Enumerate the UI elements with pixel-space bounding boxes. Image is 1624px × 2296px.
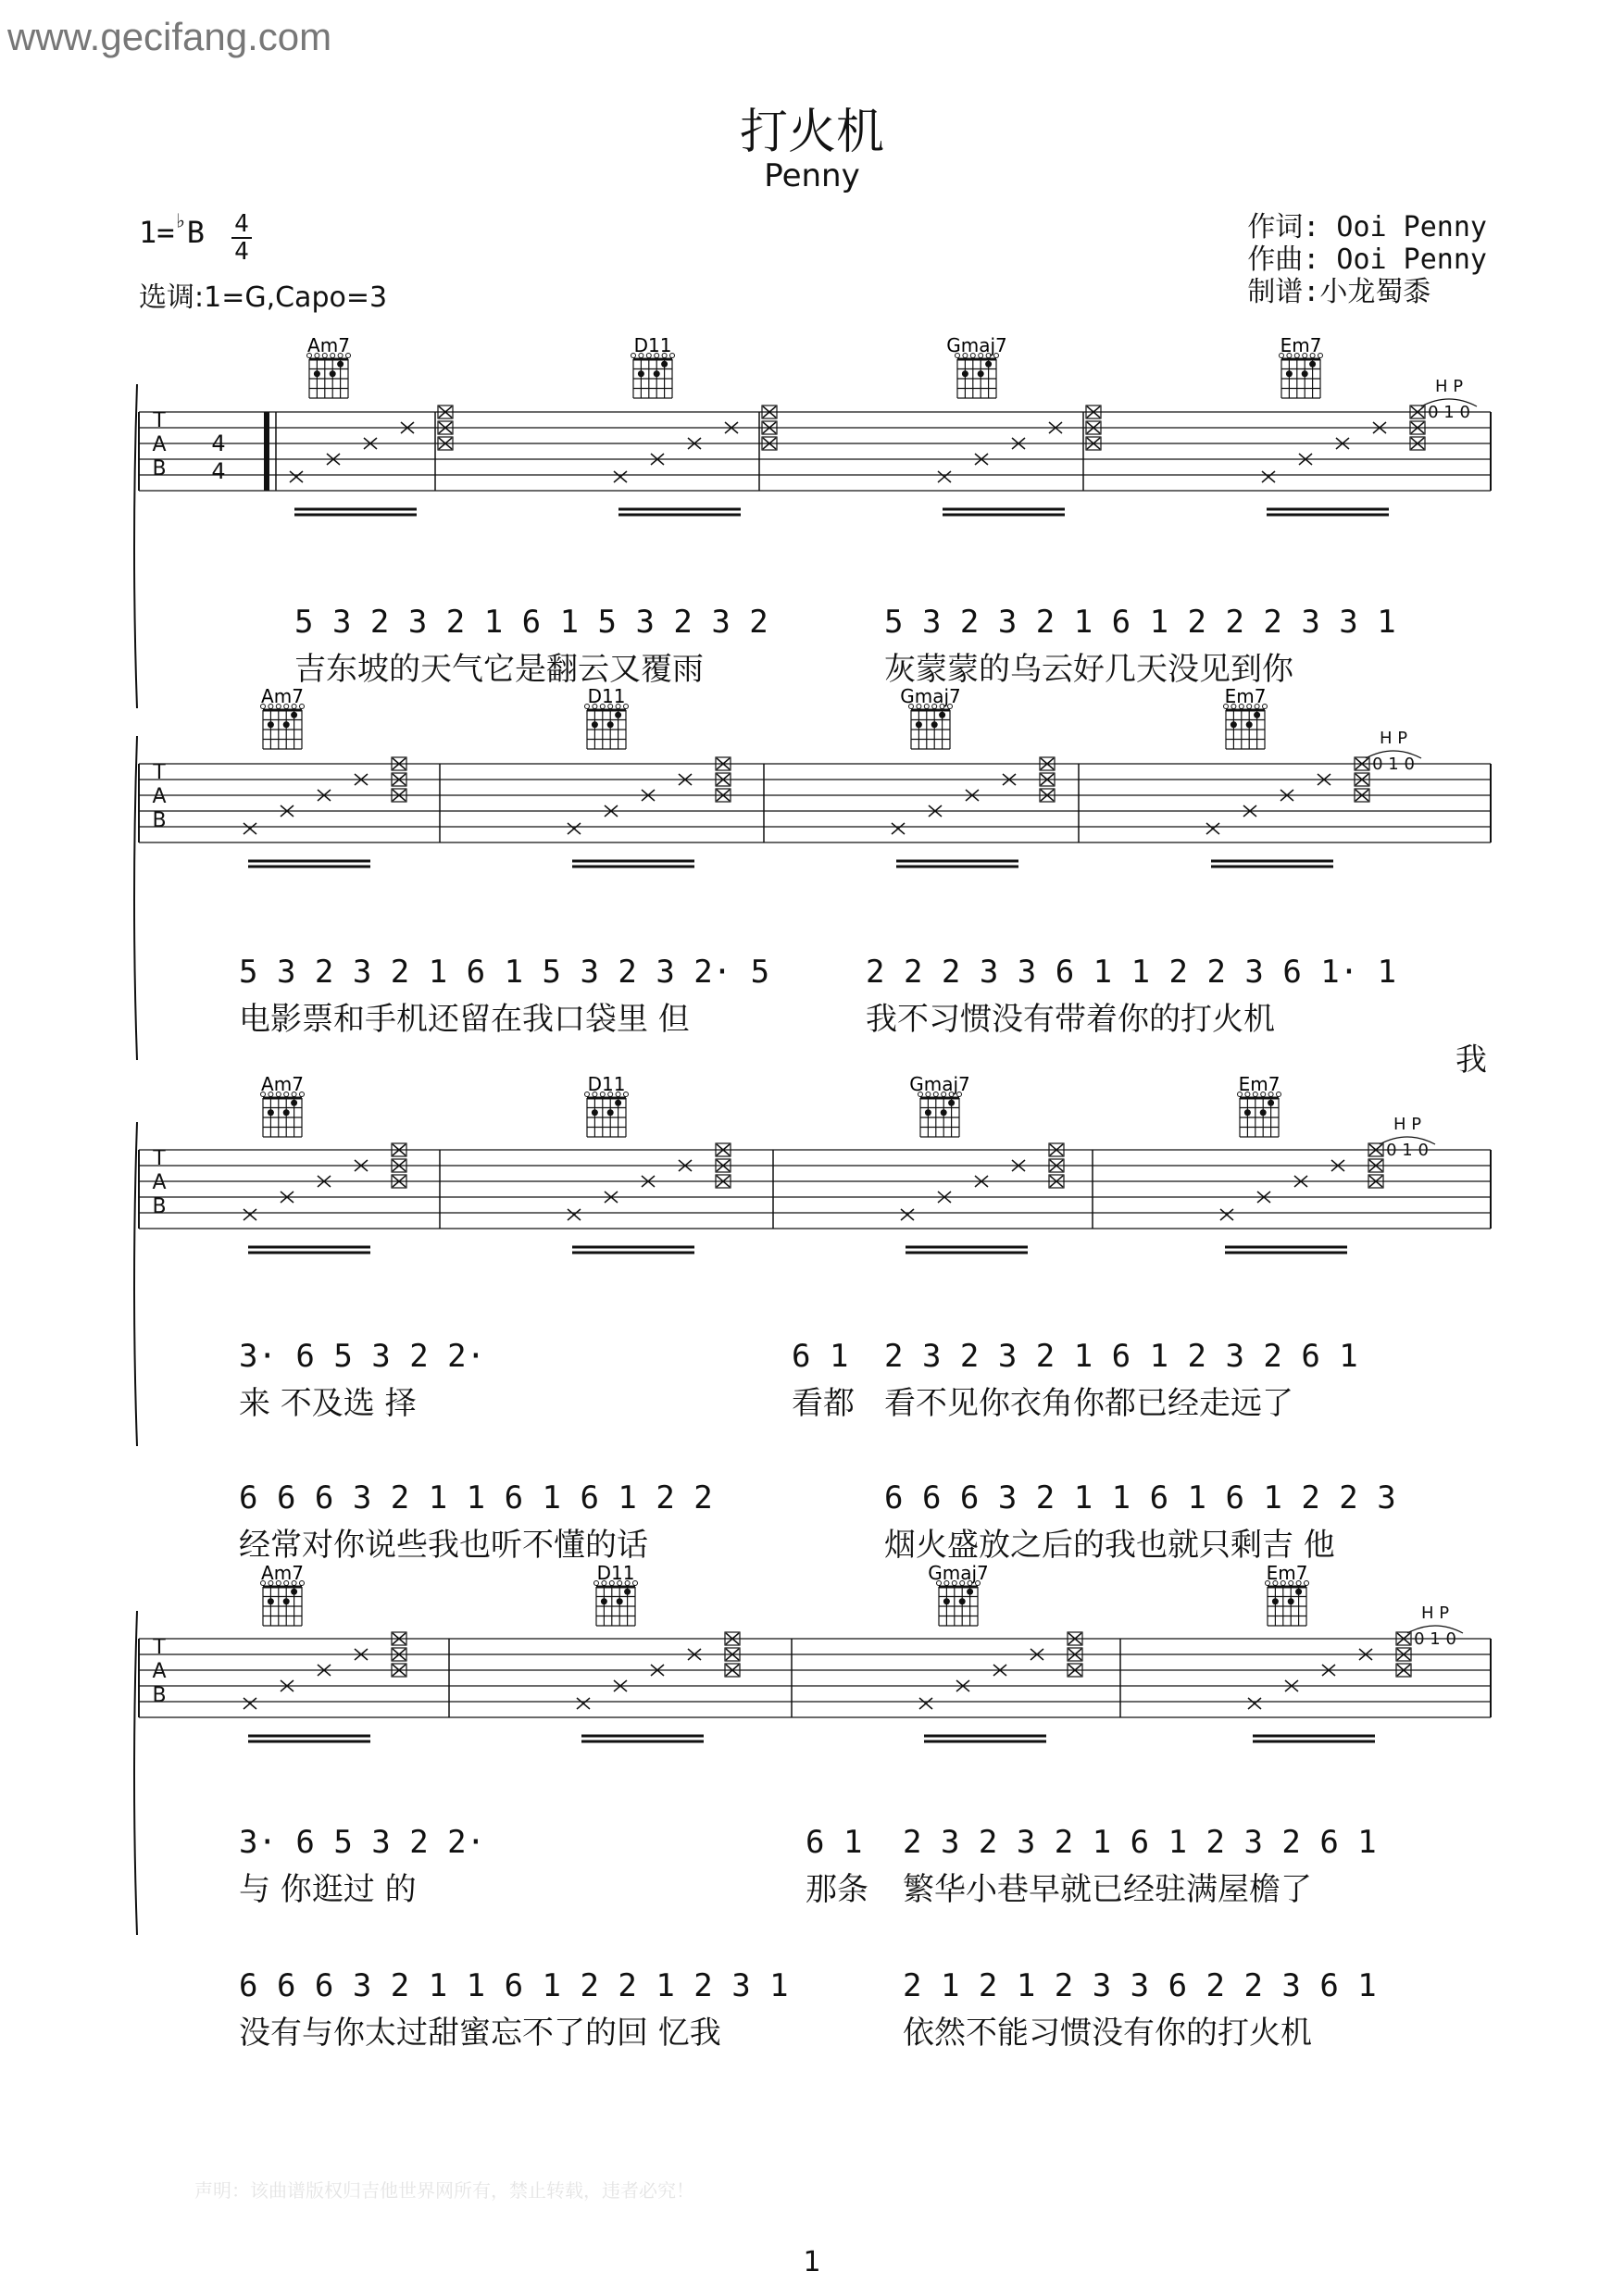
numbered-notation: 5 3 2 3 2 1 6 1 5 3 2 3 2· 5: [239, 954, 770, 991]
numbered-notation: 5 3 2 3 2 1 6 1 2 2 2 3 3 1: [884, 604, 1396, 641]
chord-name: Em7: [1280, 334, 1322, 356]
time-bottom: 4: [234, 238, 249, 266]
lyric-line: 灰蒙蒙的乌云好几天没见到你: [884, 651, 1293, 688]
numbered-notation: 5 3 2 3 2 1 6 1 5 3 2 3 2: [294, 604, 768, 641]
hp-label: H P: [1393, 1115, 1422, 1134]
hp-label: H P: [1420, 1603, 1450, 1623]
chord-name: Gmaj7: [928, 1562, 989, 1584]
time-top: 4: [234, 210, 249, 238]
hp-fingering: 0 1 0: [1372, 755, 1415, 774]
chord-diagram-gmaj7: [928, 1562, 989, 1626]
hp-fingering: 0 1 0: [1386, 1141, 1429, 1160]
tab-letter: T: [153, 761, 166, 784]
chord-name: Em7: [1224, 685, 1267, 707]
numbered-notation: 6 6 6 3 2 1 1 6 1 6 1 2 2 3: [884, 1479, 1396, 1516]
numbered-notation: 3· 6 5 3 2 2·: [239, 1824, 486, 1861]
chord-diagram-am7: [307, 334, 351, 398]
chord-diagram-gmaj7: [946, 334, 1007, 398]
lyric-line: 看不见你衣角你都已经走远了: [884, 1385, 1293, 1422]
chord-diagram-d11: [585, 685, 629, 749]
system-brace: [134, 1611, 137, 1935]
tab-letter: T: [153, 409, 166, 432]
chord-name: Am7: [307, 334, 350, 356]
lyric-line: 来 不及选 择: [239, 1385, 417, 1422]
numbered-notation: 6 6 6 3 2 1 1 6 1 2 2 1 2 3 1: [239, 1967, 789, 2004]
numbered-notation: 6 6 6 3 2 1 1 6 1 6 1 2 2: [239, 1479, 713, 1516]
artist-name: Penny: [764, 157, 860, 194]
chord-name: D11: [633, 334, 672, 356]
site-url: www.gecifang.com: [7, 15, 332, 58]
chord-diagram-em7: [1266, 1562, 1309, 1626]
chord-diagram-am7: [261, 1073, 305, 1137]
chord-name: Gmaj7: [909, 1073, 970, 1095]
lyric-line: 没有与你太过甜蜜忘不了的回 忆我: [239, 2015, 721, 2052]
tab-letter: T: [153, 1636, 166, 1659]
chord-name: Am7: [261, 685, 304, 707]
numbered-notation: 2 3 2 3 2 1 6 1 2 3 2 6 1: [903, 1824, 1377, 1861]
chord-name: Am7: [261, 1562, 304, 1584]
lyric-line: 吉东坡的天气它是翻云又覆雨: [294, 651, 704, 688]
tab-letter: T: [153, 1147, 166, 1170]
chord-diagram-gmaj7: [900, 685, 961, 749]
lyric-line: 烟火盛放之后的我也就只剩吉 他: [884, 1527, 1335, 1564]
lyric-line: 经常对你说些我也听不懂的话: [239, 1527, 648, 1564]
capo-info: 选调:1=G,Capo=3: [139, 281, 388, 314]
page-number: 1: [803, 2246, 821, 2278]
hp-label: H P: [1379, 729, 1408, 748]
chord-name: D11: [587, 685, 626, 707]
chord-diagram-em7: [1224, 685, 1268, 749]
chord-name: Em7: [1238, 1073, 1280, 1095]
chord-diagram-d11: [585, 1073, 629, 1137]
tab-letter: B: [152, 1684, 167, 1707]
hp-fingering: 0 1 0: [1414, 1629, 1456, 1649]
lyric-line: 看都: [792, 1385, 855, 1422]
chord-name: Gmaj7: [900, 685, 961, 707]
system-brace: [134, 736, 137, 1060]
key-prefix: 1=: [139, 215, 175, 250]
tab-time-top: 4: [211, 430, 226, 456]
tab-letter: A: [152, 1171, 167, 1194]
numbered-notation: 6 1: [806, 1824, 863, 1861]
hp-label: H P: [1434, 377, 1464, 396]
hp-fingering: 0 1 0: [1428, 403, 1470, 422]
chord-name: D11: [587, 1073, 626, 1095]
chord-name: D11: [596, 1562, 635, 1584]
tab-letter: B: [152, 809, 167, 832]
lyric-line: 繁华小巷早就已经驻满屋檐了: [903, 1871, 1312, 1908]
tab-letter: B: [152, 1195, 167, 1218]
chord-name: Am7: [261, 1073, 304, 1095]
numbered-notation: 6 1: [792, 1338, 849, 1375]
song-title: 打火机: [739, 105, 884, 160]
numbered-notation: 2 3 2 3 2 1 6 1 2 3 2 6 1: [884, 1338, 1358, 1375]
lyric-pickup: 我: [1455, 1042, 1487, 1079]
lyric-line: 与 你逛过 的: [239, 1871, 417, 1908]
tab-letter: A: [152, 785, 167, 808]
arranger: 制谱:小龙蜀黍: [1247, 276, 1431, 308]
system-brace: [134, 1122, 137, 1446]
chord-diagram-gmaj7: [909, 1073, 970, 1137]
numbered-notation: 3· 6 5 3 2 2·: [239, 1338, 486, 1375]
numbered-notation: 2 1 2 1 2 3 3 6 2 2 3 6 1: [903, 1967, 1377, 2004]
lyric-line: 我不习惯没有带着你的打火机: [866, 1001, 1275, 1038]
lyric-line: 那条: [806, 1871, 868, 1908]
tab-letter: A: [152, 1660, 167, 1683]
chord-diagram-am7: [261, 1562, 305, 1626]
system-brace: [134, 384, 137, 708]
chord-diagram-d11: [631, 334, 675, 398]
lyric-line: 依然不能习惯没有你的打火机: [903, 2015, 1312, 2052]
composer: 作曲: Ooi Penny: [1247, 243, 1487, 276]
chord-diagram-d11: [594, 1562, 638, 1626]
chord-diagram-em7: [1280, 334, 1323, 398]
copyright-note: 声明：该曲谱版权归吉他世界网所有，禁止转载，违者必究！: [194, 2179, 694, 2202]
chord-name: Em7: [1266, 1562, 1308, 1584]
chord-diagram-em7: [1238, 1073, 1281, 1137]
tab-time-bottom: 4: [211, 458, 226, 484]
numbered-notation: 2 2 2 3 3 6 1 1 2 2 3 6 1· 1: [866, 954, 1397, 991]
lyric-line: 电影票和手机还留在我口袋里 但: [239, 1001, 690, 1038]
chord-diagram-am7: [261, 685, 305, 749]
key-note: B: [186, 215, 206, 250]
chord-name: Gmaj7: [946, 334, 1007, 356]
tab-letter: B: [152, 457, 167, 480]
lyricist: 作词: Ooi Penny: [1247, 211, 1487, 243]
flat-sign: ♭: [174, 210, 187, 233]
tab-letter: A: [152, 433, 167, 456]
